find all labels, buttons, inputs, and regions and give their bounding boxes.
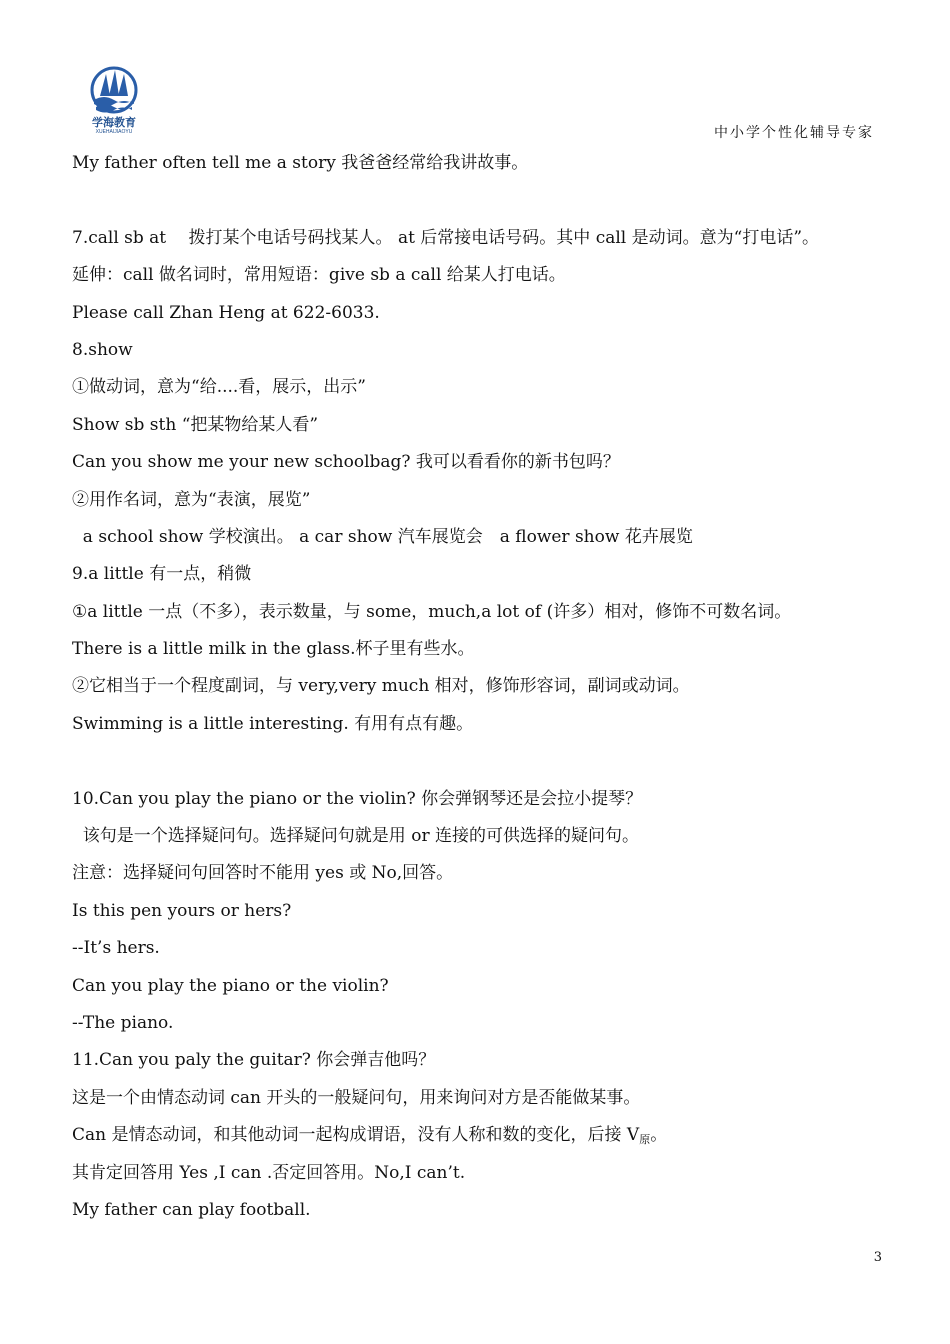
text-line: ②它相当于一个程度副词，与 very,very much 相对，修饰形容词，副词或动词。 <box>72 676 690 697</box>
logo-text: 学海教育 <box>92 116 136 129</box>
text-line: Can you show me your new schoolbag? 我可以看看你的新书包吗？ <box>72 452 620 473</box>
text-line: My father often tell me a story 我爸爸经常给我讲故事。 <box>72 153 529 173</box>
text-line: Is this pen yours or hers? <box>72 900 292 921</box>
blank-line <box>72 746 892 783</box>
section-heading: 11.Can you paly the guitar? 你会弹吉他吗？ <box>72 1050 436 1071</box>
text-segment: 。 <box>650 1125 668 1146</box>
text-line: 这是一个由情态动词 can 开头的一般疑问句，用来询问对方是否能做某事。 <box>72 1087 641 1108</box>
text-line-with-subscript <box>72 1120 892 1157</box>
logo-emblem-icon <box>86 66 142 116</box>
text-line: Show sb sth “把某物给某人看” <box>72 414 319 435</box>
document-body <box>72 148 892 1232</box>
text-line: My father can play football. <box>72 1199 311 1220</box>
text-line: 其肯定回答用 Yes ,I can .否定回答用。No,I can’t. <box>72 1162 466 1183</box>
text-line: ①做动词，意为“给....看，展示，出示” <box>72 377 366 398</box>
text-line: Can you play the piano or the violin? <box>72 975 389 996</box>
section-heading: 9.a little 有一点，稍微 <box>72 564 252 585</box>
text-line: 该句是一个选择疑问句。选择疑问句就是用 or 连接的可供选择的疑问句。 <box>72 826 639 847</box>
text-line: There is a little milk in the glass.杯子里有些水。 <box>72 639 475 660</box>
section-heading: 10.Can you play the piano or the violin? 你会弹钢琴还是会拉小提琴？ <box>72 788 643 809</box>
text-line: --The piano. <box>72 1012 174 1033</box>
page-number: 3 <box>873 1250 882 1265</box>
header-tagline: 中小学个性化辅导专家 <box>714 125 874 141</box>
text-line: Please call Zhan Heng at 622-6033. <box>72 302 380 323</box>
text-line: a school show 学校演出。 a car show 汽车展览会 a flower show 花卉展览 <box>72 526 693 547</box>
text-line: 7.call sb at 拨打某个电话号码找某人。 at 后常接电话号码。其中 call 是动词。意为“打电话”。 <box>72 227 820 248</box>
logo-subtext: XUEHAIJIAOYU <box>95 129 133 135</box>
section-heading: 8.show <box>72 339 133 360</box>
text-segment: Can 是情态动词，和其他动词一起构成谓语，没有人称和数的变化，后接 V <box>72 1125 640 1146</box>
text-line: ②用作名词，意为“表演，展览” <box>72 489 311 510</box>
company-logo <box>86 66 142 138</box>
text-line: Swimming is a little interesting. 有用有点有趣。 <box>72 713 474 734</box>
text-line: --It’s hers. <box>72 938 160 959</box>
text-line: ①a little 一点（不多），表示数量，与 some，much,a lot of (许多）相对，修饰不可数名词。 <box>72 601 792 622</box>
blank-line <box>72 185 892 222</box>
subscript-text: 原 <box>639 1133 651 1147</box>
text-line: 注意：选择疑问句回答时不能用 yes 或 No,回答。 <box>72 863 454 884</box>
text-line: 延伸：call 做名词时，常用短语：give sb a call 给某人打电话。 <box>72 265 566 286</box>
